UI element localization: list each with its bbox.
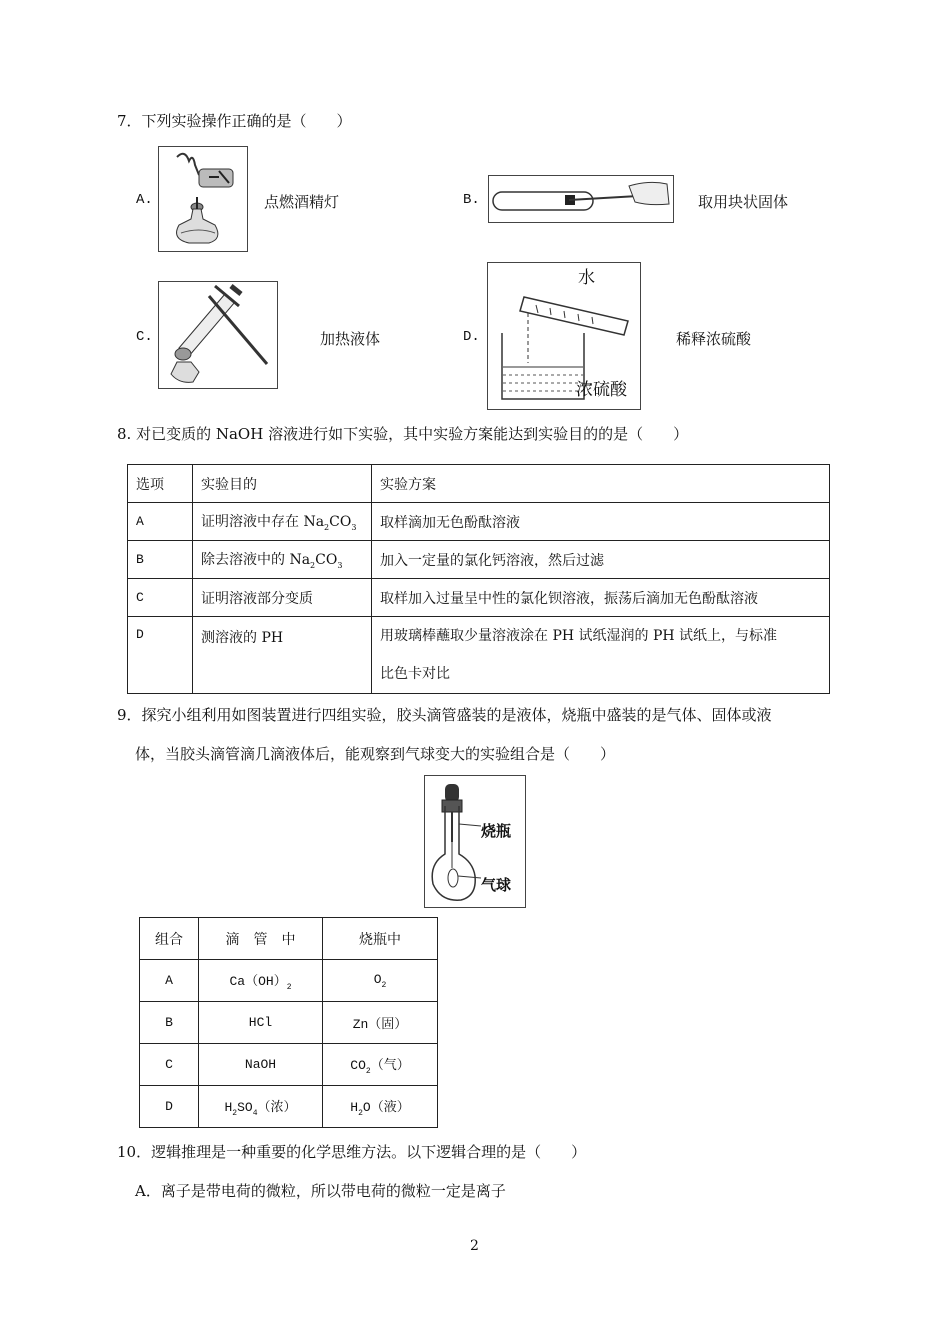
option-a-letter: A. (136, 192, 153, 208)
header-combination: 组合 (140, 918, 199, 960)
table-header-row (128, 465, 830, 503)
option-c-letter: C. (136, 329, 153, 345)
row-flask: $O_2$ (323, 960, 438, 1002)
table-row (128, 617, 830, 694)
option-b-letter: B. (463, 192, 480, 208)
experiment-table (127, 464, 830, 694)
row-flask: Zn（固） (323, 1002, 438, 1044)
row-dropper: HCl (199, 1002, 323, 1044)
row-option: D (128, 617, 193, 694)
table-row (128, 541, 830, 579)
dilute-sulfuric-acid-image (487, 262, 641, 410)
flask-label: 烧瓶 (481, 822, 512, 840)
table-row (140, 960, 438, 1002)
header-option: 选项 (128, 465, 193, 503)
row-goal: 证明溶液中存在 $Na_2CO_3$ (193, 503, 372, 541)
header-plan: 实验方案 (372, 465, 830, 503)
heating-liquid-image (158, 281, 278, 389)
combination-table (139, 917, 438, 1128)
row-option: B (140, 1002, 199, 1044)
table-header-row (140, 918, 438, 960)
acid-label: 浓硫酸 (576, 380, 627, 400)
question-7-title: 7．下列实验操作正确的是（ ） (117, 112, 352, 130)
row-option: A (128, 503, 193, 541)
page-number: 2 (470, 1238, 479, 1254)
row-flask: $CO_2$（气） (323, 1044, 438, 1086)
header-dropper: 滴 管 中 (199, 918, 323, 960)
question-10-option-a: A．离子是带电荷的微粒，所以带电荷的微粒一定是离子 (135, 1182, 506, 1200)
question-8-title: 8. 对已变质的 NaOH 溶液进行如下实验，其中实验方案能达到实验目的的是（ ） (117, 425, 689, 443)
table-row (128, 579, 830, 617)
table-row (128, 503, 830, 541)
question-9-line1: 9．探究小组利用如图装置进行四组实验，胶头滴管盛装的是液体，烧瓶中盛装的是气体、固体或液 (117, 706, 772, 724)
row-plan: 取样滴加无色酚酞溶液 (372, 503, 830, 541)
row-plan: 用玻璃棒蘸取少量溶液涂在 PH 试纸湿润的 PH 试纸上，与标准 比色卡对比 (372, 617, 830, 694)
row-option: C (128, 579, 193, 617)
alcohol-lamp-lighting-image (158, 146, 248, 252)
header-flask: 烧瓶中 (323, 918, 438, 960)
row-dropper: $H_2SO_4$（浓） (199, 1086, 323, 1128)
header-goal: 实验目的 (193, 465, 372, 503)
option-a-text: 点燃酒精灯 (264, 193, 340, 211)
block-solid-test-tube-image (488, 175, 674, 223)
row-flask: $H_2O$（液） (323, 1086, 438, 1128)
option-d-text: 稀释浓硫酸 (676, 330, 752, 348)
row-option: D (140, 1086, 199, 1128)
row-dropper: NaOH (199, 1044, 323, 1086)
flask-apparatus-image (424, 775, 526, 908)
question-9-line2: 体，当胶头滴管滴几滴液体后，能观察到气球变大的实验组合是（ ） (135, 745, 616, 763)
row-plan: 取样加入过量呈中性的氯化钡溶液，振荡后滴加无色酚酞溶液 (372, 579, 830, 617)
question-10-title: 10．逻辑推理是一种重要的化学思维方法。以下逻辑合理的是（ ） (117, 1143, 587, 1161)
table-row (140, 1086, 438, 1128)
row-goal: 除去溶液中的 $Na_2CO_3$ (193, 541, 372, 579)
row-option: B (128, 541, 193, 579)
row-goal: 测溶液的 PH (193, 617, 372, 694)
row-option: C (140, 1044, 199, 1086)
table-row (140, 1044, 438, 1086)
table-row (140, 1002, 438, 1044)
row-option: A (140, 960, 199, 1002)
balloon-label: 气球 (481, 876, 512, 894)
option-c-text: 加热液体 (320, 330, 381, 348)
option-d-letter: D. (463, 329, 480, 345)
water-label: 水 (578, 268, 595, 288)
option-b-text: 取用块状固体 (698, 193, 789, 211)
row-plan: 加入一定量的氯化钙溶液，然后过滤 (372, 541, 830, 579)
row-goal: 证明溶液部分变质 (193, 579, 372, 617)
row-dropper: $Ca(OH)_2$ (199, 960, 323, 1002)
